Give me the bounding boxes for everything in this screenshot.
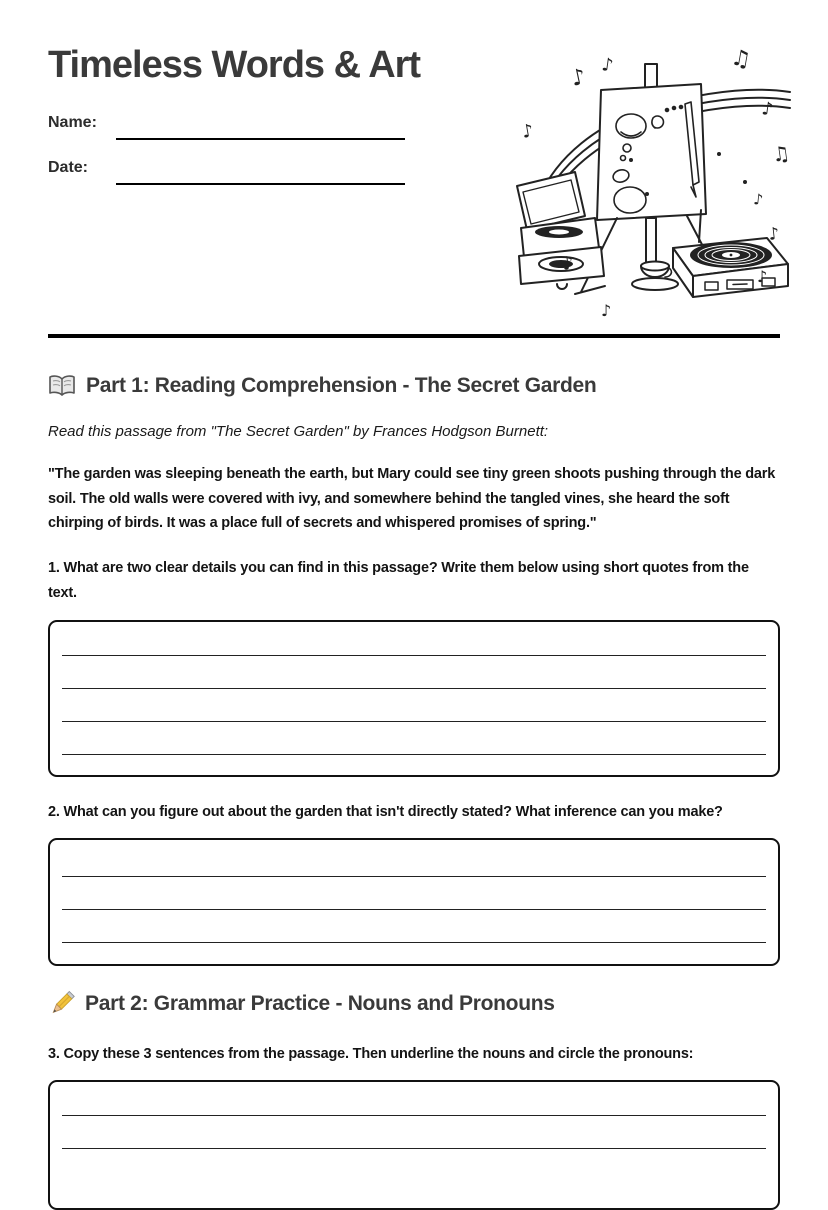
svg-text:♪: ♪	[569, 64, 588, 92]
date-label: Date:	[48, 159, 89, 176]
writing-line	[62, 622, 766, 656]
svg-text:♪: ♪	[600, 54, 615, 77]
pencil-icon	[48, 990, 75, 1017]
svg-text:♪: ♪	[520, 120, 536, 143]
svg-text:♪: ♪	[767, 223, 781, 245]
passage-text: "The garden was sleeping beneath the earth, but Mary could see tiny green shoots pushing through the dark soil. The old walls were covered with ivy, and somewhere behind the tangled vines, she heard the soft chirping of birds. It was a place full of secrets and whispered promises of spring."	[48, 466, 776, 531]
writing-line	[62, 689, 766, 722]
svg-text:♪: ♪	[560, 252, 576, 275]
writing-line	[62, 1116, 766, 1149]
writing-line	[62, 722, 766, 755]
question-3-text: 3. Copy these 3 sentences from the passage. Then underline the nouns and circle the pronouns:	[48, 1046, 694, 1062]
answer-box-3[interactable]	[48, 1080, 780, 1210]
name-fill-in-line[interactable]	[116, 138, 405, 140]
question-1-text: 1. What are two clear details you can find in this passage? Write them below using short quotes from the text.	[48, 560, 749, 601]
coffee-cup	[632, 262, 678, 291]
svg-text:♪: ♪	[752, 190, 764, 209]
suitcase-record-player	[517, 172, 604, 289]
svg-text:♫: ♫	[728, 45, 753, 74]
page-title: Timeless Words & Art	[48, 44, 421, 86]
writing-line	[62, 656, 766, 689]
part1-heading	[48, 374, 596, 398]
svg-text:♪: ♪	[757, 267, 768, 286]
reading-instruction: Read this passage from "The Secret Garden" by Frances Hodgson Burnett:	[48, 423, 549, 440]
date-fill-in-line[interactable]	[116, 183, 405, 185]
svg-text:♫: ♫	[770, 140, 792, 167]
art-music-illustration	[505, 34, 795, 320]
writing-line	[62, 844, 766, 877]
question-2-text: 2. What can you figure out about the garden that isn't directly stated? What inference can you make?	[48, 804, 723, 820]
answer-box-1[interactable]	[48, 620, 780, 777]
writing-line	[62, 1082, 766, 1116]
writing-line	[62, 910, 766, 943]
date-field-row	[48, 159, 448, 187]
part2-heading-text: Part 2: Grammar Practice - Nouns and Pronouns	[85, 991, 555, 1015]
name-label: Name:	[48, 114, 97, 131]
svg-text:♪: ♪	[760, 98, 775, 121]
book-icon	[48, 374, 76, 398]
svg-text:♪: ♪	[601, 301, 612, 320]
answer-box-2[interactable]	[48, 838, 780, 966]
section-divider	[48, 334, 780, 338]
name-field-row	[48, 114, 448, 142]
writing-line	[62, 877, 766, 910]
part2-heading	[48, 990, 555, 1017]
part1-heading-text: Part 1: Reading Comprehension - The Secret Garden	[86, 374, 597, 397]
